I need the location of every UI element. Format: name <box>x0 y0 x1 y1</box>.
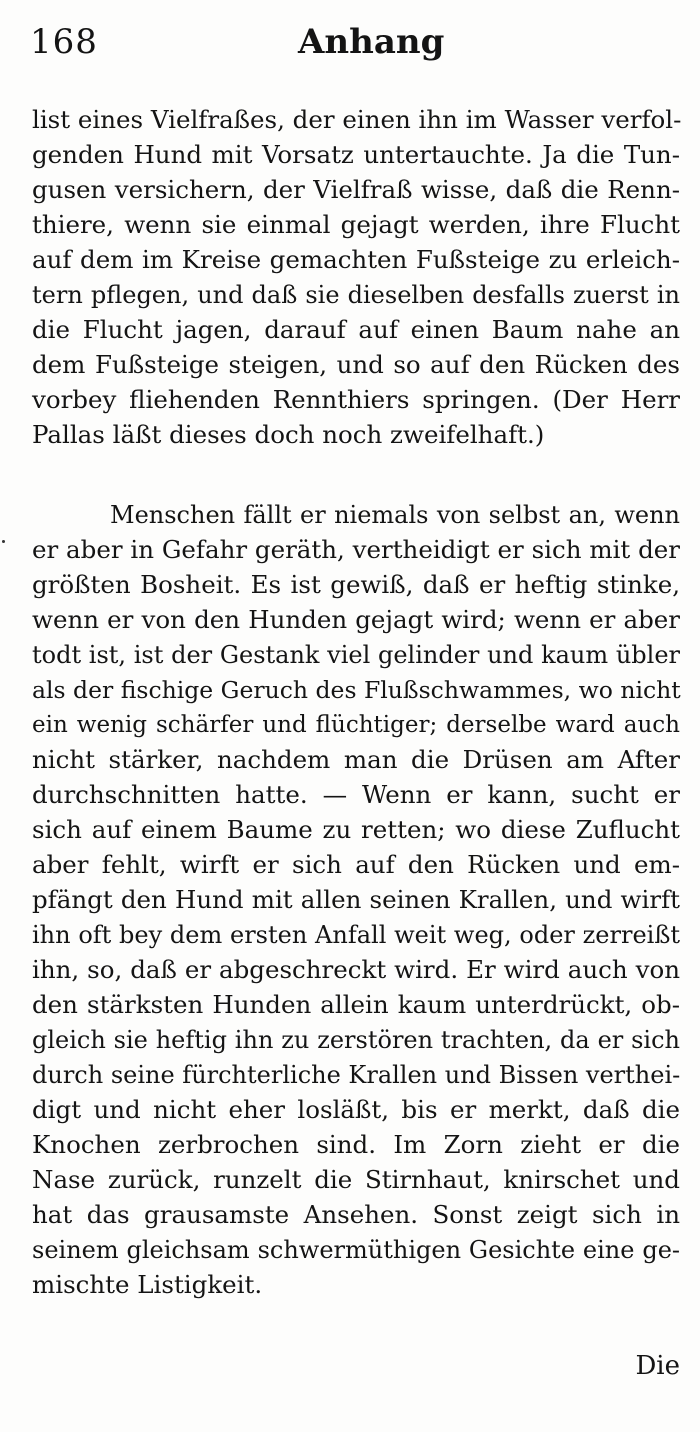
text-line: ein wenig schärfer und flüchtiger; derselbe ward auch <box>32 712 680 738</box>
text-line: nicht stärker, nachdem man die Drüsen am After <box>32 745 680 774</box>
text-line: mischte Listigkeit. <box>32 1270 263 1299</box>
text-line: gusen versichern, der Vielfraß wisse, daß die Renn- <box>32 175 680 204</box>
text-line: Pallas läßt dieses doch noch zweifelhaft.) <box>32 420 545 449</box>
text-line: gleich sie heftig ihn zu zerstören trachten, da er sich <box>32 1026 680 1054</box>
ink-speck <box>2 540 5 543</box>
text-line: durch seine fürchterliche Krallen und Bissen verthei- <box>32 1061 681 1089</box>
running-head: Anhang <box>298 22 445 62</box>
text-line: die Flucht jagen, darauf auf einen Baum nahe an <box>32 315 680 344</box>
text-line: Menschen fällt er niemals von selbst an, wenn <box>110 501 680 529</box>
text-line: seinem gleichsam schwermüthigen Gesichte eine ge- <box>32 1236 680 1264</box>
text-line: hat das grausamste Ansehen. Sonst zeigt sich in <box>32 1200 680 1229</box>
text-line: ihn oft bey dem ersten Anfall weit weg, oder zerreißt <box>32 921 680 949</box>
text-line: vorbey fliehenden Rennthiers springen. (Der Herr <box>32 385 680 414</box>
page-number: 168 <box>30 22 98 62</box>
text-line: auf dem im Kreise gemachten Fußsteige zu erleich- <box>32 245 680 274</box>
text-line: sich auf einem Baume zu retten; wo diese Zuflucht <box>32 815 680 844</box>
text-line: thiere, wenn sie einmal gejagt werden, ihre Flucht <box>32 210 680 239</box>
text-line: größten Bosheit. Es ist gewiß, daß er heftig stinke, <box>32 570 680 599</box>
text-line: digt und nicht eher losläßt, bis er merkt, daß die <box>32 1095 680 1124</box>
text-line: genden Hund mit Vorsatz untertauchte. Ja die Tun- <box>32 140 680 169</box>
text-line: den stärksten Hunden allein kaum unterdrückt, ob- <box>32 990 680 1019</box>
text-line: list eines Vielfraßes, der einen ihn im Wasser verfol- <box>32 105 682 134</box>
text-line: als der fischige Geruch des Flußschwammes, wo nicht <box>32 676 681 704</box>
text-line: Nase zurück, runzelt die Stirnhaut, knirschet und <box>32 1165 680 1194</box>
text-line: er aber in Gefahr geräth, vertheidigt er sich mit der <box>32 535 680 564</box>
text-line: durchschnitten hatte. — Wenn er kann, sucht er <box>32 780 680 809</box>
text-line: ihn, so, daß er abgeschreckt wird. Er wird auch von <box>32 955 680 984</box>
text-line: wenn er von den Hunden gejagt wird; wenn er aber <box>32 605 680 634</box>
catchword: Die <box>635 1351 680 1381</box>
text-line: Knochen zerbrochen sind. Im Zorn zieht er die <box>32 1130 680 1159</box>
text-line: pfängt den Hund mit allen seinen Krallen, und wirft <box>32 885 680 914</box>
text-line: todt ist, ist der Gestank viel gelinder und kaum übler <box>32 641 680 669</box>
text-line: aber fehlt, wirft er sich auf den Rücken und em- <box>32 850 680 879</box>
text-line: tern pflegen, und daß sie dieselben desfalls zuerst in <box>32 281 680 309</box>
page-header <box>30 22 670 70</box>
text-line: dem Fußsteige steigen, und so auf den Rücken des <box>32 350 680 379</box>
